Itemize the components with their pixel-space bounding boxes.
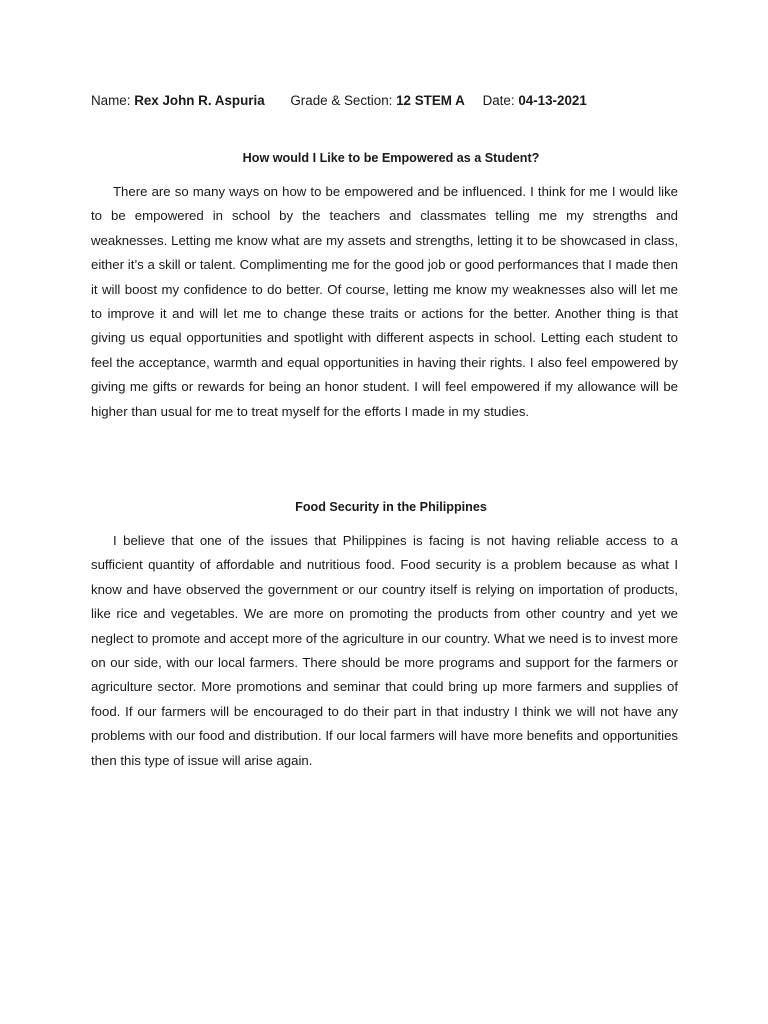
- grade-section-value: 12 STEM A: [396, 93, 465, 108]
- essay-body-empowerment: There are so many ways on how to be empowered and be influenced. I think for me I would like to be empowered in school by the teachers and classmates telling me my strengths and weaknesses. Letting me know what are my assets and strengths, letting it to be showcased in class, either it’s a skill or talent. Complimenting me for the good job or good performances that I made then it will boost my confidence to do better. Of course, letting me know my weaknesses also will let me to improve it and will let me to change these traits or actions for the better. Another thing is that giving us equal opportunities and spotlight with different aspects in school. Letting each student to feel the acceptance, warmth and equal opportunities in having their rights. I also feel empowered by giving me gifts or rewards for being an honor student. I will feel empowered if my allowance will be higher than usual for me to treat myself for the efforts I made in my studies.: [91, 184, 678, 419]
- essay-title-food-security: Food Security in the Philippines: [295, 500, 487, 514]
- date-value: 04-13-2021: [518, 93, 587, 108]
- student-info-line: [91, 93, 587, 108]
- essay-title-empowerment: How would I Like to be Empowered as a Student?: [242, 151, 540, 165]
- grade-section-label: Grade & Section:: [290, 93, 393, 108]
- name-label: Name:: [91, 93, 131, 108]
- date-label: Date:: [482, 93, 515, 108]
- name-value: Rex John R. Aspuria: [134, 93, 265, 108]
- essay-body-food-security: I believe that one of the issues that Philippines is facing is not having reliable access to a sufficient quantity of affordable and nutritious food. Food security is a problem because as what I know and have observed the government or our country itself is relying on importation of products, like rice and vegetables. We are more on promoting the products from other country and yet we neglect to promote and accept more of the agriculture in our country. What we need is to invest more on our side, with our local farmers. There should be more programs and support for the farmers or agriculture sector. More promotions and seminar that could bring up more farmers and supplies of food. If our farmers will be encouraged to do their part in that industry I think we will not have any problems with our food and distribution. If our local farmers will have more benefits and opportunities then this type of issue will arise again.: [91, 533, 678, 768]
